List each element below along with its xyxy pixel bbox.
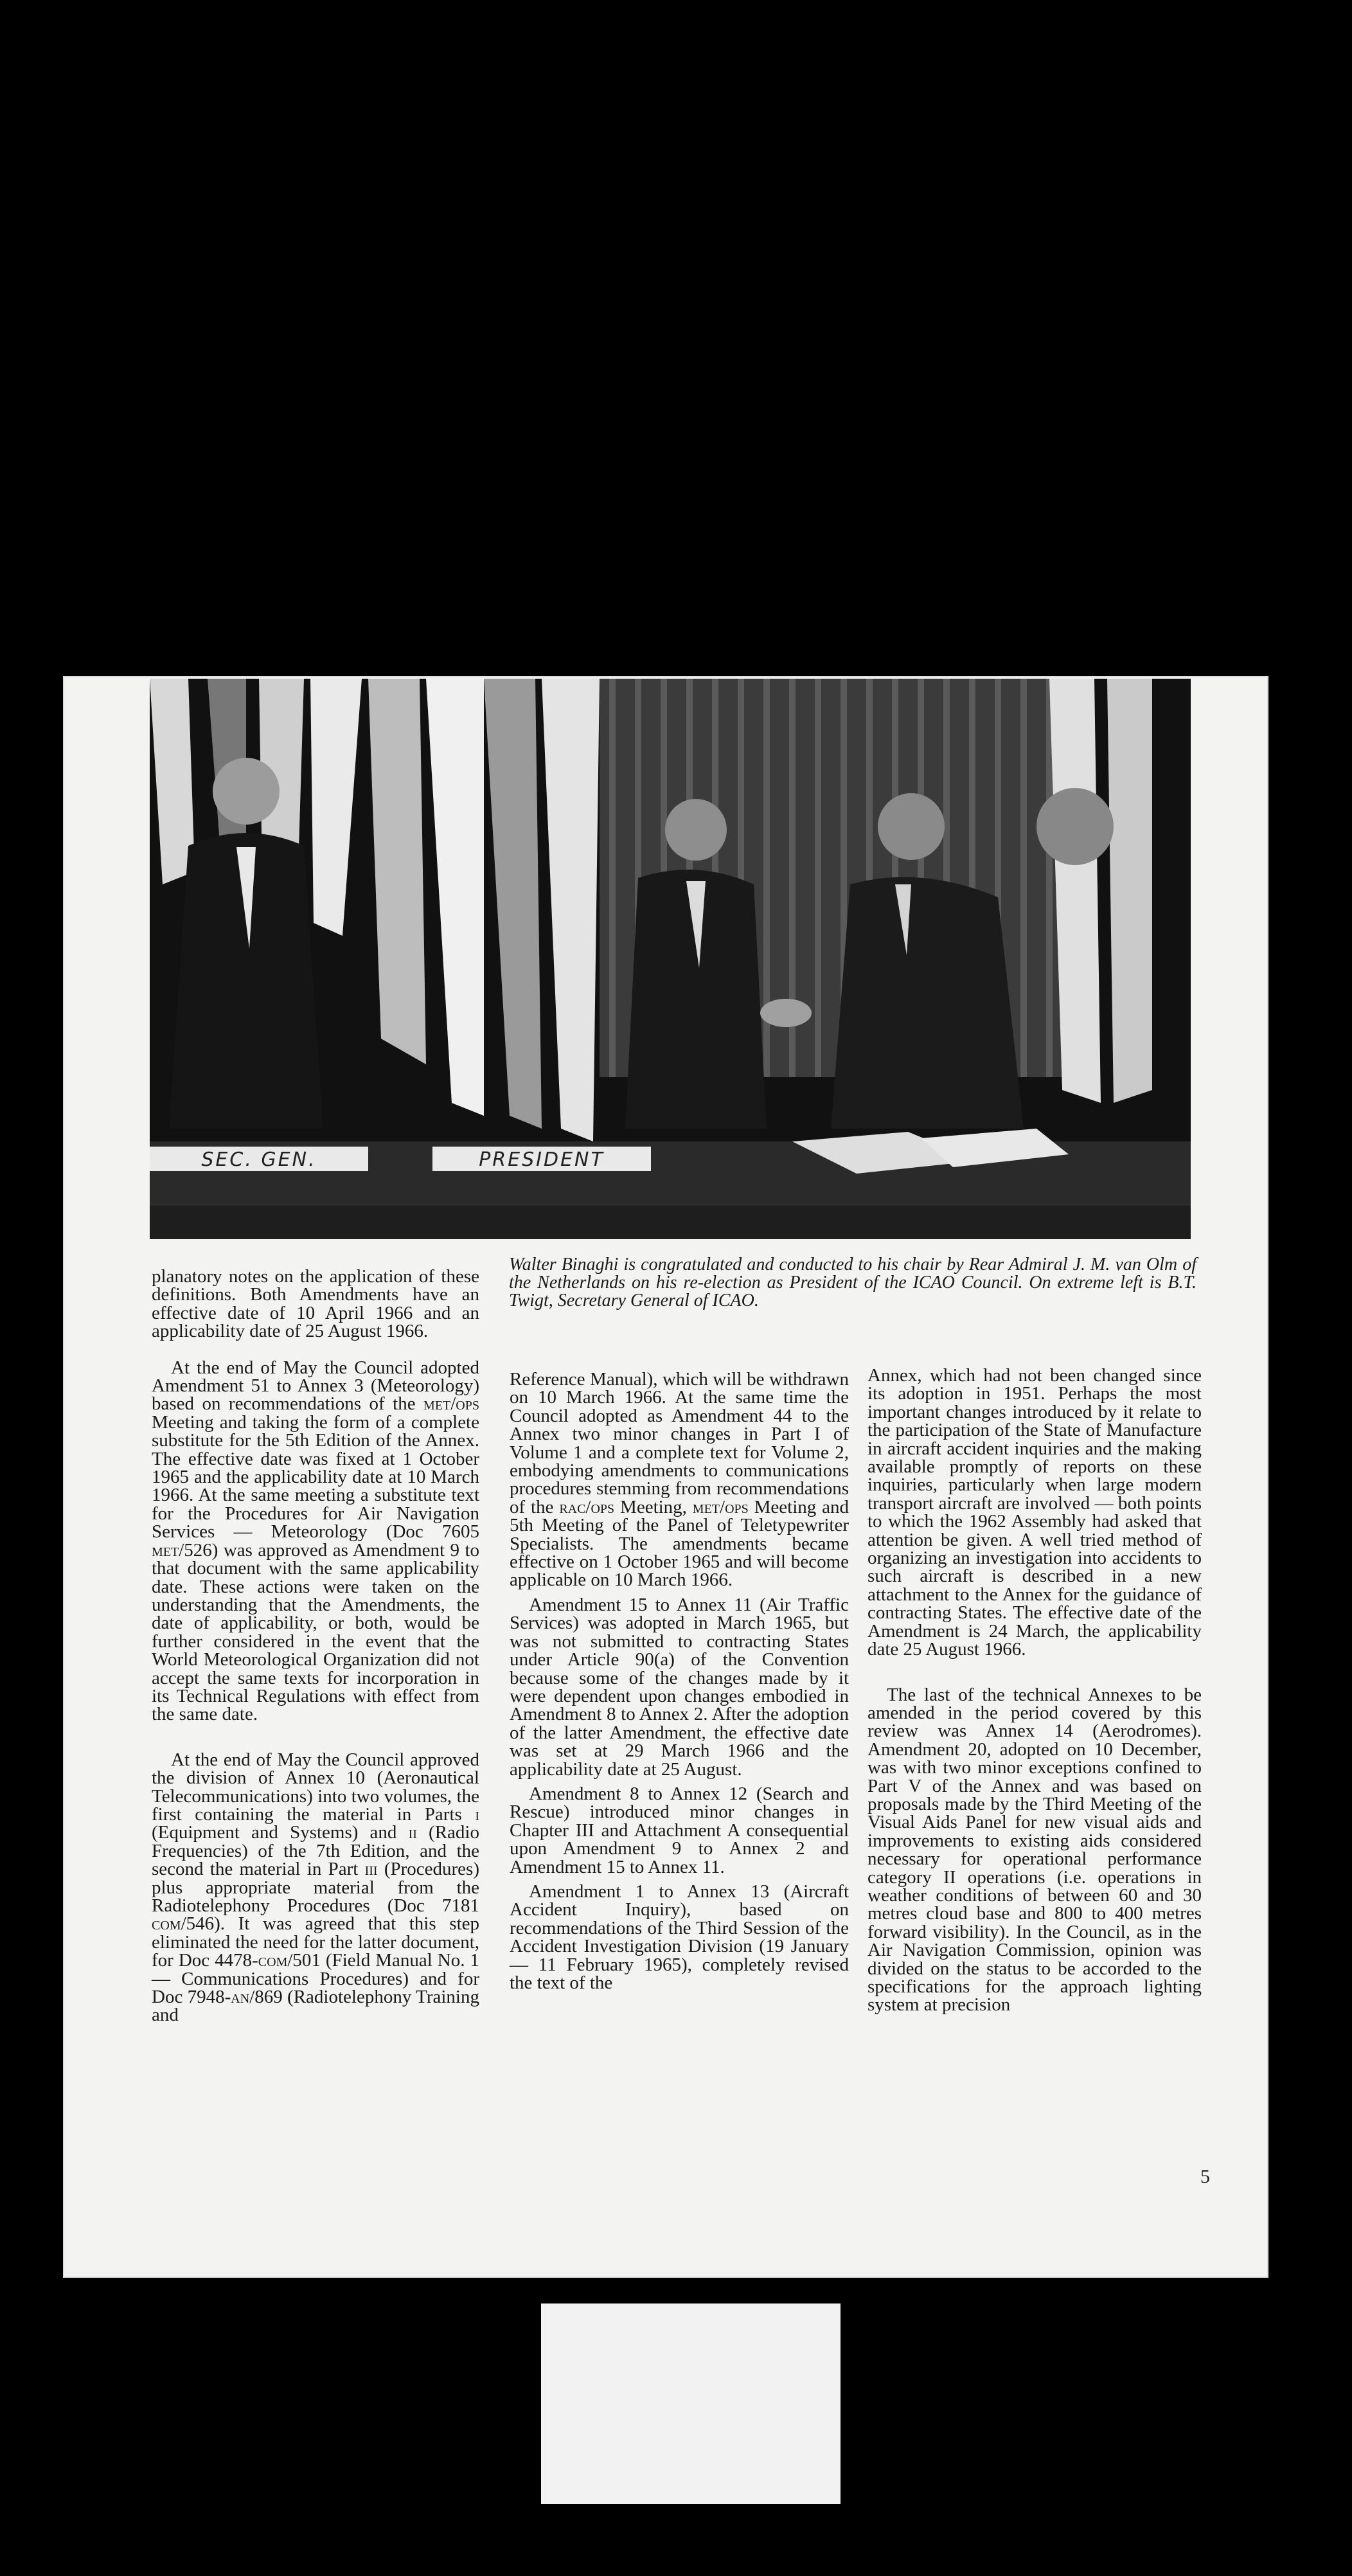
paragraph: Amendment 15 to Annex 11 (Air Traffic Services) was adopted in March 1965, but was not submitted to contracting States under Article 90(a) of the Convention because some of the changes made by it were dependent upon changes embodied in Amendment 8 to Annex 2. After the adoption of the latter Amendment, the effective date was set at 29 March 1966 and the applicability date at 25 August. (510, 1594, 849, 1780)
ceremony-photo (150, 679, 1191, 1239)
sec-gen-plate: SEC. GEN. (201, 1149, 317, 1171)
text-column-3 (867, 1366, 1202, 2014)
paragraph: planatory notes on the application of these definitions. Both Amendments have an effective date of 10 April 1966 and an applicability date of 25 August 1966. (152, 1266, 479, 1342)
president-plate: PRESIDENT (479, 1149, 605, 1171)
text-column-1 (152, 1267, 479, 2025)
photo-illustration (150, 679, 1191, 1239)
page-number: 5 (1200, 2166, 1210, 2187)
paragraph: Amendment 1 to Annex 13 (Aircraft Accident Inquiry), based on recommendations of the Third Session of the Accident Investigation Division (19 January — 11 February 1965), completely revised the text of the (510, 1881, 849, 1993)
paragraph: The last of the technical Annexes to be amended in the period covered by this review was Annex 14 (Aerodromes). Amendment 20, adopted on 10 December, was with two minor exceptions confined to Part V of the Annex and was based on proposals made by the Third Meeting of the Visual Aids Panel for new visual aids and improvements to existing aids considered necessary for operational performance category II operations (i.e. operations in weather conditions of between 60 and 30 metres cloud base and 800 to 400 metres forward visibility). In the Council, as in the Air Navigation Commission, opinion was divided on the status to be accorded to the specifications for the approach lighting system at precision (867, 1684, 1202, 2016)
paragraph: Annex, which had not been changed since its adoption in 1951. Perhaps the most important changes introduced by it relate to the participation of the State of Manufacture in aircraft accident inquiries and the making available promptly of reports on these inquiries, particularly when large modern transport aircraft are involved — both points to which the 1962 Assembly had asked that attention be given. A well tried method of organizing an investigation into accidents to such aircraft is described in a new attachment to the Annex for the guidance of contracting States. The effective date of the Amendment is 24 March, the applicability date 25 August 1966. (867, 1365, 1202, 1660)
paragraph: At the end of May the Council approved the division of Annex 10 (Aeronautical Telecommunications) into two volumes, the first containing the material in Parts i (Equipment and Systems) and ii (Radio Frequencies) of the 7th Edition, and the second the material in Part iii (Procedures) plus appropriate material from the Radiotelephony Procedures (Doc 7181 com/546). It was agreed that this step eliminated the need for the latter document, for Doc 4478-com/501 (Field Manual No. 1 — Communications Procedures) and for Doc 7948-an/869 (Radiotelephony Training and (152, 1749, 479, 2026)
photo-caption: Walter Binaghi is congratulated and conducted to his chair by Rear Admiral J. M. van Olm of the Netherlands on his re-election as President of the ICAO Council. On extreme left is B.T. Twigt, Secretary General of ICAO. (509, 1255, 1196, 1310)
paragraph: At the end of May the Council adopted Amendment 51 to Annex 3 (Meteorology) based on recommendations of the met/ops Meeting and taking the form of a complete substitute for the 5th Edition of the Annex. The effective date was fixed at 1 October 1965 and the applicability date at 10 March 1966. At the same meeting a substitute text for the Procedures for Air Navigation Services — Meteorology (Doc 7605 met/526) was approved as Amendment 9 to that document with the same applicability date. These actions were taken on the understanding that the Amendments, the date of applicability, or both, would be further considered in the event that the World Meteorological Organization did not accept the same texts for incorporation in its Technical Regulations with effect from the same date. (152, 1357, 479, 1725)
paragraph: Amendment 8 to Annex 12 (Search and Rescue) introduced minor changes in Chapter III and Attachment A consequential upon Amendment 9 to Annex 2 and Amendment 15 to Annex 11. (510, 1783, 849, 1877)
paragraph: Reference Manual), which will be withdrawn on 10 March 1966. At the same time the Council adopted as Amendment 44 to the Annex two minor changes in Part I of Volume 1 and a complete text for Volume 2, embodying amendments to communications procedures stemming from recommendations of the rac/ops Meeting, met/ops Meeting and 5th Meeting of the Panel of Teletypewriter Specialists. The amendments became effective on 1 October 1965 and will become applicable on 10 March 1966. (510, 1369, 849, 1591)
text-column-2 (510, 1370, 849, 1992)
blank-card (541, 2303, 841, 2504)
document-page (63, 676, 1268, 2278)
